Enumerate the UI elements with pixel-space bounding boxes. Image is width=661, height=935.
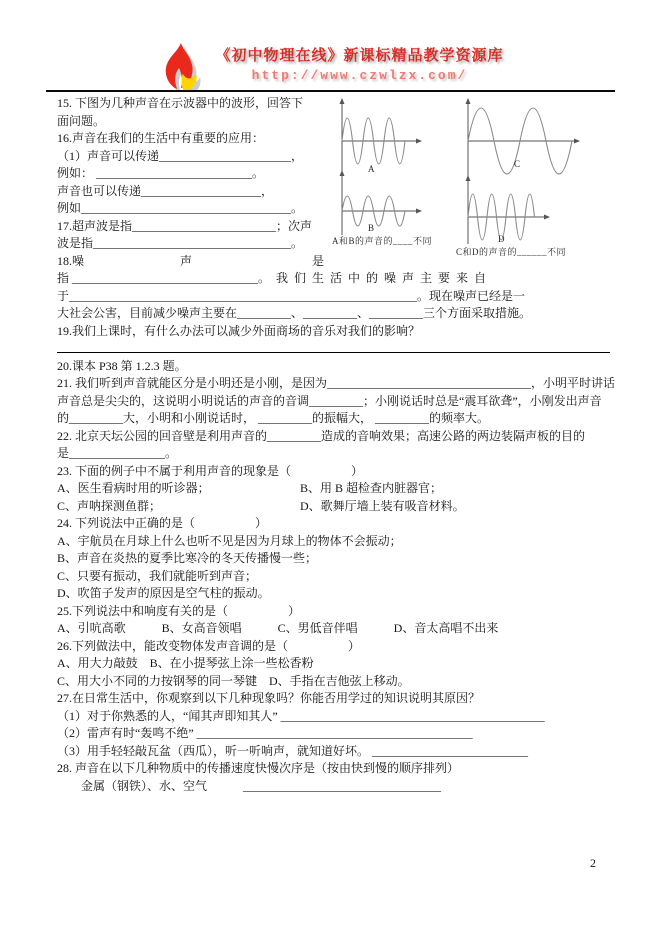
site-url-link[interactable]: http://www.czwlzx.com/ [251, 68, 468, 83]
svg-text:B: B [368, 223, 375, 233]
question-line: 声音也可以传递____________________， [57, 183, 274, 198]
question-line: 25.下列说法中和响度有关的是（ ） [57, 603, 301, 618]
site-title: 《初中物理在线》新课标精品教学资源库 [215, 48, 504, 64]
answer-rule-line [57, 340, 610, 358]
question-line: A、用大力敲鼓 B、在小提琴弦上涂一些松香粉 [57, 656, 314, 670]
figure-caption-ab: A和B的声音的____不同 [332, 236, 433, 246]
question-line: 是________________。 [57, 446, 178, 460]
question-line: A、医生看病时用的听诊器； B、用 B 超检查内脏器官； [57, 481, 443, 495]
question-line: C、只要有振动，我们就能听到声音； [57, 568, 258, 583]
question-line: 声音总是尖尖的，这说明小明说话的声音的音调_________；小刚说话时总是“震耳欲聋”，小刚发出声音 [57, 393, 602, 408]
flame-logo-icon [157, 42, 203, 92]
question-line: （1）声音可以传递______________________， [57, 148, 304, 163]
question-line: 大社会公害，目前减少噪声主要在_________、_________、_________三个方面采取措施。 [57, 306, 532, 320]
question-line: 27.在日常生活中，你观察到以下几种现象吗？你能否用学过的知识说明其原因？ [57, 691, 481, 705]
question-line: 28. 声音在以下几种物质中的传播速度快慢次序是（按由快到慢的顺序排列） [57, 761, 460, 775]
question-line: 18.噪 声 是 [57, 253, 325, 268]
question-line: 20.课本 P38 第 1.2.3 题。 [57, 358, 187, 373]
question-line: （2）雷声有时“轰鸣不绝” ______________________________________________ [57, 726, 473, 740]
question-line: 23. 下面的例子中不属于利用声音的现象是（ ） [57, 463, 364, 478]
page-number: 2 [590, 856, 596, 870]
question-line: B、声音在炎热的夏季比寒冷的冬天传播慢一些； [57, 551, 318, 565]
question-line: 指 _______________________________。 我 们 生 活 中 的 噪 声 主 要 来 自 [57, 271, 487, 285]
question-line: 24. 下列说法中正确的是（ ） [57, 516, 268, 530]
masthead [215, 40, 503, 83]
waveform-figure [328, 95, 630, 265]
question-line: 例如___________________________________。 [57, 201, 304, 215]
question-line: 金属（钢铁）、水、空气 _________________________________ [57, 778, 442, 793]
figure-caption-cd: C和D的声音的______不同 [456, 247, 567, 257]
question-line: C、用大小不同的力按钢琴的同一琴键 D、手指在吉他弦上移动。 [57, 673, 410, 688]
question-line: 面问题。 [57, 113, 106, 128]
question-line: 16.声音在我们的生活中有重要的应用： [57, 131, 265, 145]
question-line: 19.我们上课时，有什么办法可以减少外面商场的音乐对我们的影响？ [57, 323, 421, 338]
question-line: （1）对于你熟悉的人，“闻其声即知其人” ____________________________________________ [57, 708, 545, 723]
question-line: C、声呐探测鱼群； D、歌舞厅墙上装有吸音材料。 [57, 498, 465, 513]
question-line: 26.下列做法中，能改变物体发声音调的是（ ） [57, 638, 361, 653]
svg-text:D: D [498, 234, 505, 244]
question-line: 17.超声波是指________________________；次声 [57, 218, 313, 233]
question-line: 例如： __________________________。 [57, 166, 265, 180]
question-line: 21. 我们听到声音就能区分是小明还是小刚，是因为__________________________________，小明平时讲话 [57, 376, 616, 390]
question-line: A、引吭高歌 B、女高音领唱 C、男低音伴唱 D、音太高唱不出来 [57, 621, 499, 635]
question-line: 22. 北京天坛公园的回音壁是利用声音的_________造成的音响效果；高速公路的两边装隔声板的目的 [57, 428, 586, 443]
question-line: （3）用手轻轻敲瓦盆（西瓜），听一听响声，就知道好坏。 __________________________ [57, 743, 529, 758]
site-header [0, 40, 661, 92]
svg-text:A: A [368, 164, 375, 174]
question-line: 的_________大，小明和小刚说话时， _________的振幅大， _________的频率大。 [57, 411, 490, 425]
question-line: A、宇航员在月球上什么也听不见是因为月球上的物体不会振动； [57, 533, 402, 548]
question-line: 15. 下图为几种声音在示波器中的波形，回答下 [57, 96, 304, 110]
question-line: 波是指_________________________________。 [57, 236, 304, 250]
question-line: D、吹笛子发声的原因是空气柱的振动。 [57, 586, 270, 600]
header-divider [46, 90, 615, 92]
question-line: 于__________________________________________________________。现在噪声已经是一 [57, 288, 526, 303]
svg-text:C: C [514, 159, 521, 169]
